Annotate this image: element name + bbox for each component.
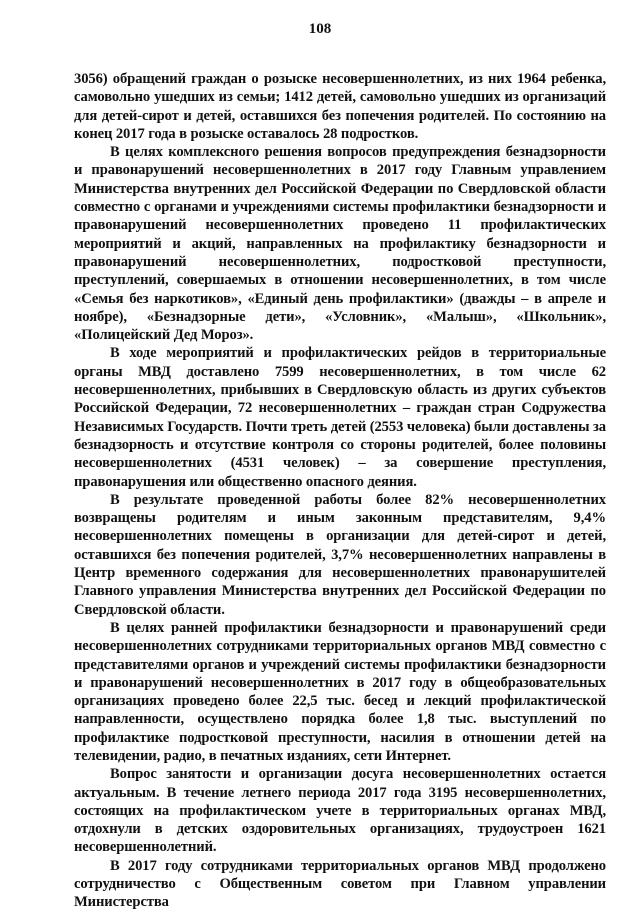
paragraph-4: В результате проведенной работы более 82% несовершеннолетних возвращены родителям и иным законным представителям, 9,4% несовершеннолетних помещены в организации для детей-сирот и детей, оставшихся без попечения родителей, 3,7% несовершеннолетних направлены в Центр временного содержания для несовершеннолетних правонарушителей Главного управления Министерства внутренних дел Российской Федерации по Свердловской области. xyxy=(74,491,606,618)
paragraph-5: В целях ранней профилактики безнадзорности и правонарушений среди несовершеннолетних сотрудниками территориальных органов МВД совместно с представителями органов и учреждений системы профилактики безнадзорности и правонарушений несовершеннолетних в 2017 году в общеобразовательных организациях проведено более 22,5 тыс. бесед и лекций профилактической направленности, осуществлено порядка более 1,8 тыс. выступлений по профилактике подростковой преступности, насилия в отношении детей на телевидении, радио, в печатных изданиях, сети Интернет. xyxy=(74,619,606,764)
paragraph-3: В ходе мероприятий и профилактических рейдов в территориальные органы МВД доставлено 7599 несовершеннолетних, в том числе 62 несовершеннолетних, прибывших в Свердловскую область из других субъектов Российской Федерации, 72 несовершеннолетних – граждан стран Содружества Независимых Государств. Почти треть детей (2553 человека) были доставлены за безнадзорность и отсутствие контроля со стороны родителей, более половины несовершеннолетних (4531 человек) – за совершение преступления, правонарушения или общественно опасного деяния. xyxy=(74,345,606,490)
body-text xyxy=(74,70,606,912)
paragraph-6: Вопрос занятости и организации досуга несовершеннолетних остается актуальным. В течение летнего периода 2017 года 3195 несовершеннолетних, состоящих на профилактическом учете в территориальных органах МВД, отдохнули в детских оздоровительных организациях, трудоустроен 1621 несовершеннолетний. xyxy=(74,766,606,856)
page-number: 108 xyxy=(308,21,332,37)
paragraph-1: 3056) обращений граждан о розыске несовершеннолетних, из них 1964 ребенка, самовольно ушедших из семьи; 1412 детей, самовольно ушедших из организаций для детей-сирот и детей, оставшихся без попечения родителей. По состоянию на конец 2017 года в розыске оставалось 28 подростков. xyxy=(74,71,606,142)
paragraph-2: В целях комплексного решения вопросов предупреждения безнадзорности и правонарушений несовершеннолетних в 2017 году Главным управлением Министерства внутренних дел Российской Федерации по Свердловской области совместно с органами и учреждениями системы профилактики безнадзорности и правонарушений несовершеннолетних проведено 11 профилактических мероприятий и акций, направленных на профилактику безнадзорности и правонарушений несовершеннолетних, подростковой преступности, преступлений, совершаемых в отношении несовершеннолетних, в том числе «Семья без наркотиков», «Единый день профилактики» (дважды – в апреле и ноябре), «Безнадзорные дети», «Условник», «Малыш», «Школьник», «Полицейский Дед Мороз». xyxy=(74,144,606,344)
paragraph-7: В 2017 году сотрудниками территориальных органов МВД продолжено сотрудничество с Общественным советом при Главном управлении Министерства xyxy=(74,857,606,911)
